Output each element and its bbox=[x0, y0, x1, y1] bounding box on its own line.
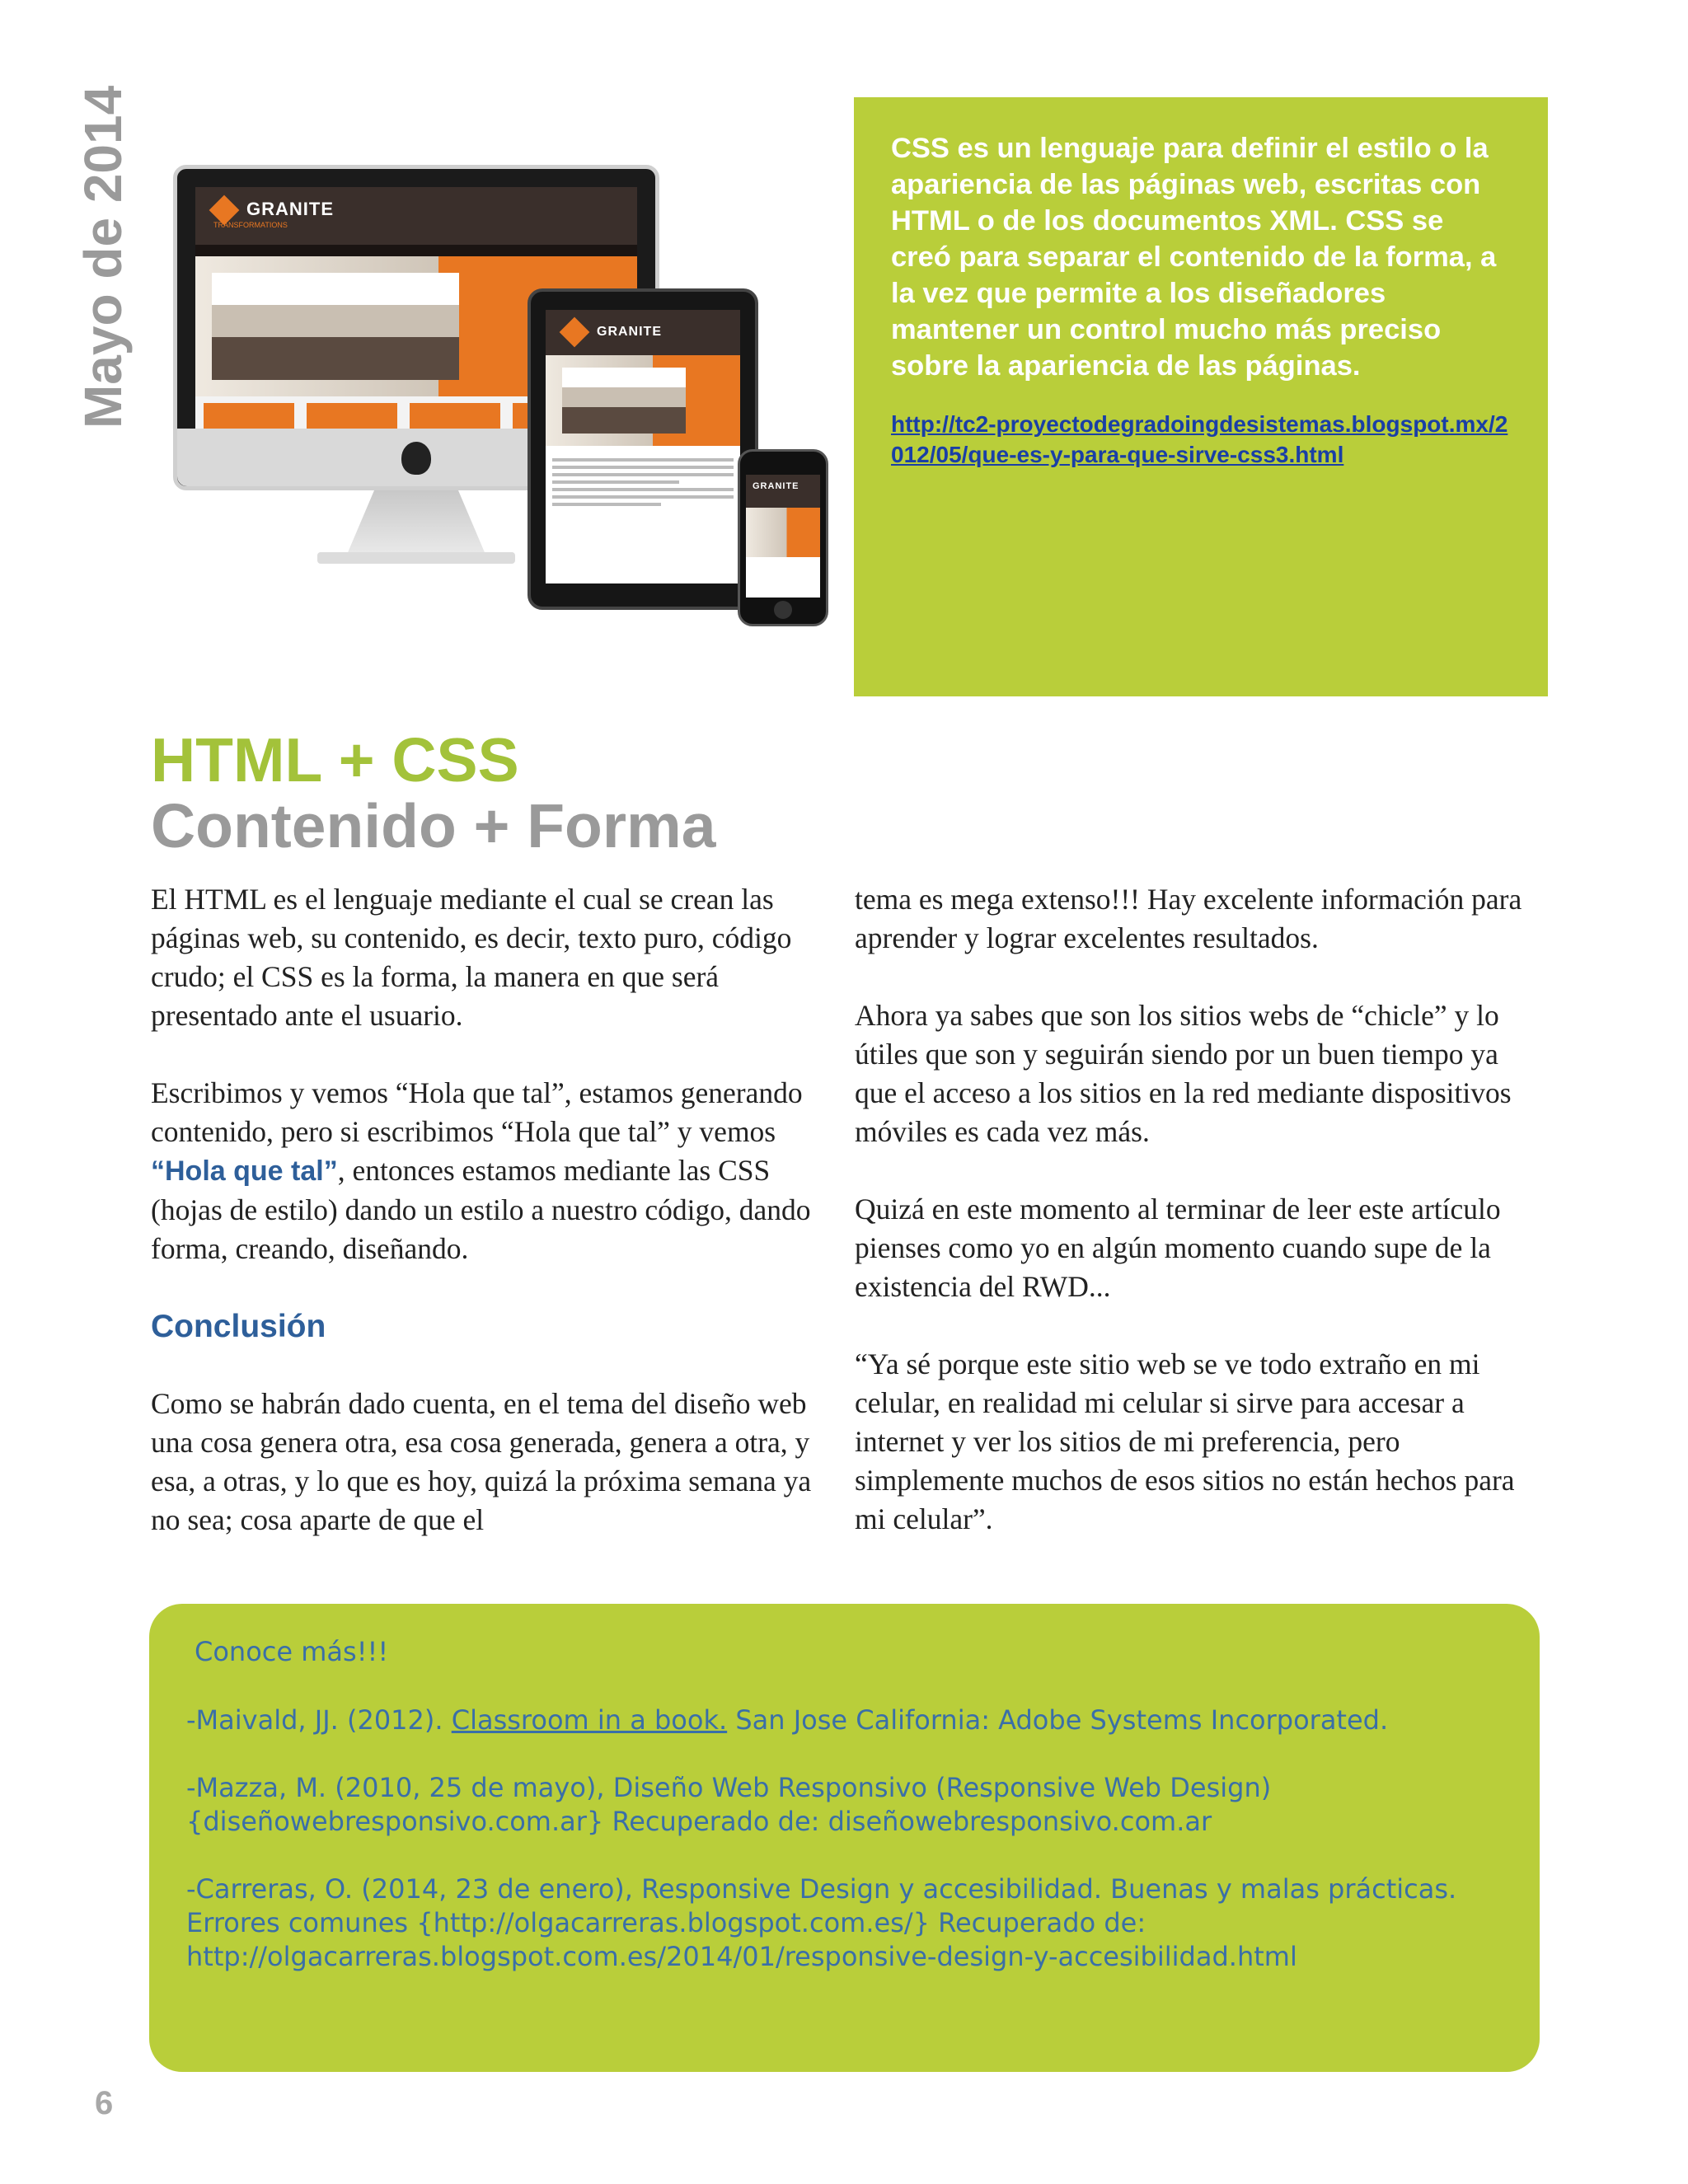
apple-logo-icon bbox=[401, 442, 431, 475]
paragraph: Escribimos y vemos “Hola que tal”, estamos generando contenido, pero si escribimos “Hola que tal” y vemos “Hola que tal”, entonces estamos mediante las CSS (hojas de estilo) dando un estilo a nuestro código, dando forma, creando, diseñando. bbox=[151, 1076, 811, 1265]
references-box bbox=[149, 1604, 1540, 2072]
smartphone: GRANITE bbox=[738, 449, 828, 626]
reference-item: -Carreras, O. (2014, 23 de enero), Responsive Design y accesibilidad. Buenas y malas prácticas. Errores comunes {http://olgacarreras.blogspot.com.es/} Recuperado de: http://olgacarreras.blogspot.com.es/2014/01/responsive-design-y-accesibilidad.html bbox=[186, 1873, 1457, 1972]
paragraph: Ahora ya sabes que son los sitios webs de “chicle” y lo útiles que son y seguirán siendo por un buen tiempo ya que el acceso a los sitios en la red mediante dispositivos móviles es cada vez más. bbox=[855, 999, 1512, 1148]
tablet: GRANITE bbox=[528, 288, 758, 610]
paragraph: Quizá en este momento al terminar de leer este artículo pienses como yo en algún momento cuando supe de la existencia del RWD... bbox=[855, 1193, 1501, 1303]
reference-item: -Mazza, M. (2010, 25 de mayo), Diseño Web Responsivo (Responsive Web Design) {diseñowebresponsivo.com.ar} Recuperado de: diseñowebresponsivo.com.ar bbox=[186, 1772, 1272, 1837]
book-title-link[interactable]: Classroom in a book. bbox=[451, 1704, 728, 1736]
site-brand: GRANITE bbox=[246, 199, 334, 219]
paragraph: tema es mega extenso!!! Hay excelente información para aprender y lograr excelentes resultados. bbox=[855, 883, 1522, 954]
callout-text: CSS es un lenguaje para definir el estilo o la apariencia de las páginas web, escritas con HTML o de los documentos XML. CSS se creó para separar el contenido de la forma, a la vez que permite a los diseñadores mantener un control mucho más preciso sobre la apariencia de las páginas. bbox=[891, 133, 1497, 382]
css-definition-callout bbox=[854, 97, 1548, 696]
paragraph: Como se habrán dado cuenta, en el tema del diseño web una cosa genera otra, esa cosa generada, genera a otra, y esa, a otras, y lo que es hoy, quizá la próxima semana ya no sea; cosa aparte de que el bbox=[151, 1387, 812, 1536]
responsive-devices-illustration bbox=[169, 161, 845, 639]
issue-date-label: Mayo de 2014 bbox=[73, 85, 133, 429]
paragraph: El HTML es el lenguaje mediante el cual se crean las páginas web, su contenido, es decir, texto puro, código crudo; el CSS es la forma, la manera en que será presentado ante el usuario. bbox=[151, 883, 792, 1032]
desktop-monitor: GRANITE TRANSFORMATIONS bbox=[173, 165, 659, 490]
source-link[interactable]: http://tc2-proyectodegradoingdesistemas.blogspot.mx/2012/05/que-es-y-para-que-sirve-css3.html bbox=[891, 411, 1508, 467]
article-subtitle: Contenido + Forma bbox=[151, 791, 716, 860]
article-title: HTML + CSS bbox=[151, 725, 519, 794]
styled-example-text: “Hola que tal” bbox=[151, 1155, 338, 1187]
conclusion-heading: Conclusión bbox=[151, 1309, 326, 1344]
right-column bbox=[855, 880, 1539, 1577]
references-title: Conoce más!!! bbox=[195, 1636, 389, 1667]
left-column bbox=[151, 880, 839, 1578]
paragraph: “Ya sé porque este sitio web se ve todo extraño en mi celular, en realidad mi celular si sirve para accesar a internet y ver los sitios de mi preferencia, pero simplemente muchos de esos sitios no están hechos para mi celular”. bbox=[855, 1347, 1515, 1535]
page-number: 6 bbox=[95, 2085, 114, 2121]
reference-item: -Maivald, JJ. (2012). Classroom in a book. San Jose California: Adobe Systems Incorporated. bbox=[186, 1704, 1389, 1736]
